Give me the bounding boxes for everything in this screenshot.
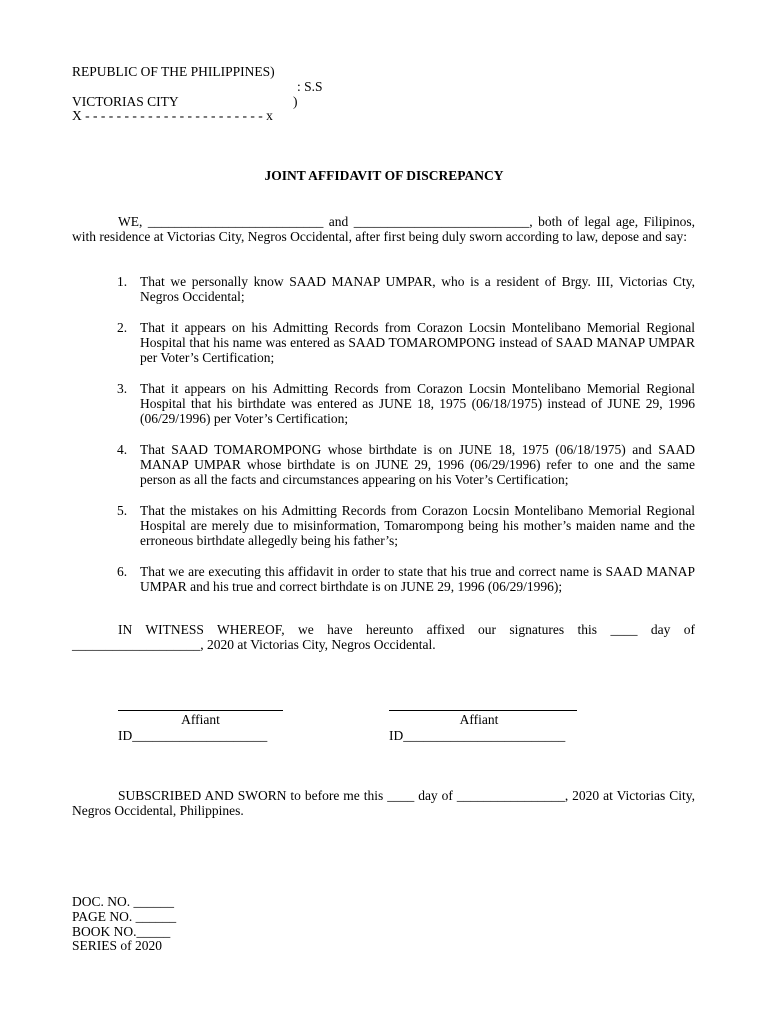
header-ss: : S.S xyxy=(297,79,323,94)
statement-list xyxy=(72,274,695,610)
list-item xyxy=(72,274,695,304)
list-item xyxy=(72,442,695,487)
signature-line-2 xyxy=(389,710,577,711)
header-separator: X - - - - - - - - - - - - - - - - - - - - - - - x xyxy=(72,108,273,123)
list-item xyxy=(72,503,695,548)
item-text: That we are executing this affidavit in order to state that his true and correct name is SAAD MANAP UMPAR and his true and correct birthdate is on JUNE 29, 1996 (06/29/1996); xyxy=(140,564,695,594)
doc-no: DOC. NO. ______ xyxy=(72,894,175,909)
affiant-id-2: ID________________________ xyxy=(389,728,566,743)
header-republic: REPUBLIC OF THE PHILIPPINES) xyxy=(72,64,275,79)
header-city: VICTORIAS CITY xyxy=(72,94,179,109)
list-item xyxy=(72,564,695,594)
item-text: That the mistakes on his Admitting Records from Corazon Locsin Montelibano Memorial Regional Hospital are merely due to misinformation, Tomarompong being his mother’s maiden name and the erroneous birthdate allegedly being his father’s; xyxy=(140,503,695,548)
item-text: That it appears on his Admitting Records from Corazon Locsin Montelibano Memorial Regional Hospital that his birthdate was entered as JUNE 18, 1975 (06/18/1975) instead of JUNE 29, 1996 (06/29/1996) per Voter’s Certification; xyxy=(140,381,695,426)
affiant-label-1: Affiant xyxy=(181,712,220,727)
signature-line-1 xyxy=(118,710,283,711)
item-number: 1. xyxy=(117,274,128,289)
item-number: 2. xyxy=(117,320,128,335)
book-no: BOOK NO._____ xyxy=(72,924,171,939)
item-number: 5. xyxy=(117,503,128,518)
series: SERIES of 2020 xyxy=(72,938,163,953)
item-number: 6. xyxy=(117,564,128,579)
document-title: JOINT AFFIDAVIT OF DISCREPANCY xyxy=(264,168,504,183)
page-no: PAGE NO. ______ xyxy=(72,909,177,924)
item-number: 3. xyxy=(117,381,128,396)
header-city-paren: ) xyxy=(293,94,298,109)
witness-paragraph: IN WITNESS WHEREOF, we have hereunto affixed our signatures this ____ day of ___________________, 2020 at Victorias City, Negros Occidental. xyxy=(72,622,695,652)
subscribed-paragraph: SUBSCRIBED AND SWORN to before me this ____ day of ________________, 2020 at Victorias City, Negros Occidental, Philippines. xyxy=(72,788,695,818)
item-text: That it appears on his Admitting Records from Corazon Locsin Montelibano Memorial Regional Hospital that his name was entered as SAAD TOMAROMPONG instead of SAAD MANAP UMPAR per Voter’s Certification; xyxy=(140,320,695,365)
list-item xyxy=(72,381,695,426)
affiant-id-1: ID____________________ xyxy=(118,728,268,743)
item-text: That we personally know SAAD MANAP UMPAR, who is a resident of Brgy. III, Victorias Cty, Negros Occidental; xyxy=(140,274,695,304)
item-text: That SAAD TOMAROMPONG whose birthdate is on JUNE 18, 1975 (06/18/1975) and SAAD MANAP UMPAR whose birthdate is on JUNE 29, 1996 (06/29/1996) refer to one and the same person as all the facts and circumstances appearing on his Voter’s Certification; xyxy=(140,442,695,487)
intro-paragraph: WE, __________________________ and __________________________, both of legal age, Filipinos, with residence at Victorias City, Negros Occidental, after first being duly sworn according to law, depose and say: xyxy=(72,214,695,244)
item-number: 4. xyxy=(117,442,128,457)
list-item xyxy=(72,320,695,365)
affiant-label-2: Affiant xyxy=(459,712,499,727)
